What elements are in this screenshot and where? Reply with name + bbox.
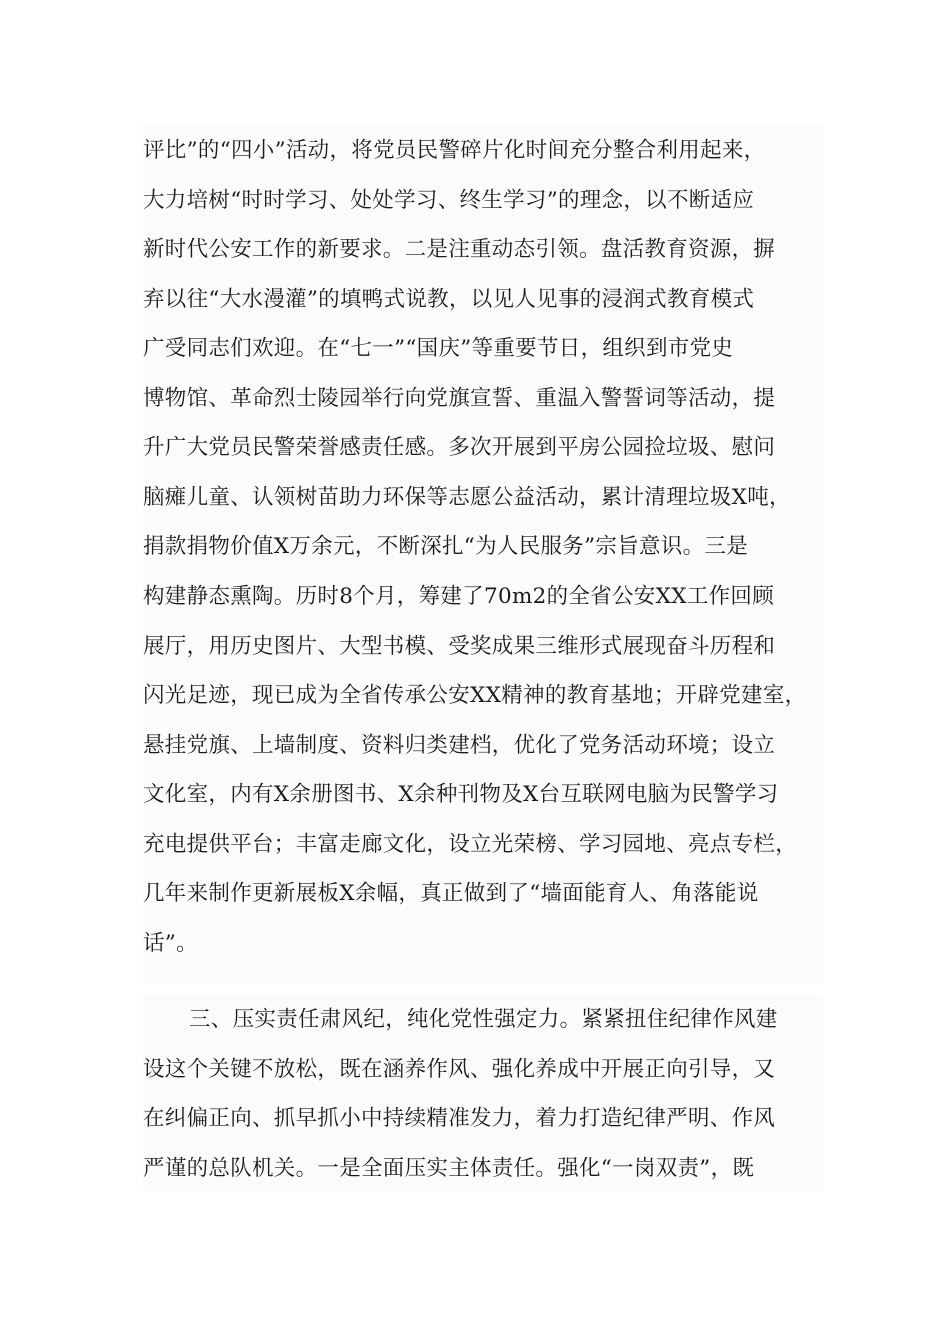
text-line: 新时代公安工作的新要求。二是注重动态引领。盘活教育资源，摒 bbox=[143, 237, 776, 262]
text-line: 在纠偏正向、抓早抓小中持续精准发力，着力打造纪律严明、作风 bbox=[143, 1106, 776, 1131]
text-line: 充电提供平台；丰富走廊文化，设立光荣榜、学习园地、亮点专栏， bbox=[143, 832, 798, 857]
section-heading-line: 三、压实责任肃风纪，纯化党性强定力。紧紧扭住纪律作风建 bbox=[189, 1007, 778, 1032]
text-line: 捐款捐物价值X万余元，不断深扎“为人民服务”宗旨意识。三是 bbox=[143, 534, 748, 559]
text-line: 博物馆、革命烈士陵园举行向党旗宣誓、重温入警誓词等活动，提 bbox=[143, 386, 776, 411]
text-line: 严谨的总队机关。一是全面压实主体责任。强化“一岗双责”，既 bbox=[143, 1156, 755, 1181]
text-line: 话”。 bbox=[143, 931, 198, 956]
text-line: 脑瘫儿童、认领树苗助力环保等志愿公益活动，累计清理垃圾X吨， bbox=[143, 485, 791, 510]
text-line: 构建静态熏陶。历时8个月，筹建了70m2的全省公安XX工作回顾 bbox=[143, 584, 775, 609]
text-line: 文化室，内有X余册图书、X余种刊物及X台互联网电脑为民警学习 bbox=[143, 782, 779, 807]
text-line: 几年来制作更新展板X余幅，真正做到了“墙面能育人、角落能说 bbox=[143, 881, 759, 906]
paragraph-continued bbox=[143, 124, 823, 984]
text-line: 升广大党员民警荣誉感责任感。多次开展到平房公园捡垃圾、慰问 bbox=[143, 435, 776, 460]
text-line: 闪光足迹，现已成为全省传承公安XX精神的教育基地；开辟党建室， bbox=[143, 683, 807, 708]
text-line: 大力培树“时时学习、处处学习、终生学习”的理念，以不断适应 bbox=[143, 188, 755, 213]
text-line: 悬挂党旗、上墙制度、资料归类建档，优化了党务活动环境；设立 bbox=[143, 733, 776, 758]
text-line: 弃以往“大水漫灌”的填鸭式说教，以见人见事的浸润式教育模式 bbox=[143, 287, 755, 312]
text-line: 广受同志们欢迎。在“七一”“国庆”等重要节日，组织到市党史 bbox=[143, 336, 734, 361]
text-line: 设这个关键不放松，既在涵养作风、强化养成中开展正向引导，又 bbox=[143, 1057, 776, 1082]
text-line: 展厅，用历史图片、大型书模、受奖成果三维形式展现奋斗历程和 bbox=[143, 634, 776, 659]
text-line: 评比”的“四小”活动，将党员民警碎片化时间充分整合利用起来， bbox=[143, 138, 766, 163]
section-three-paragraph bbox=[143, 995, 823, 1191]
